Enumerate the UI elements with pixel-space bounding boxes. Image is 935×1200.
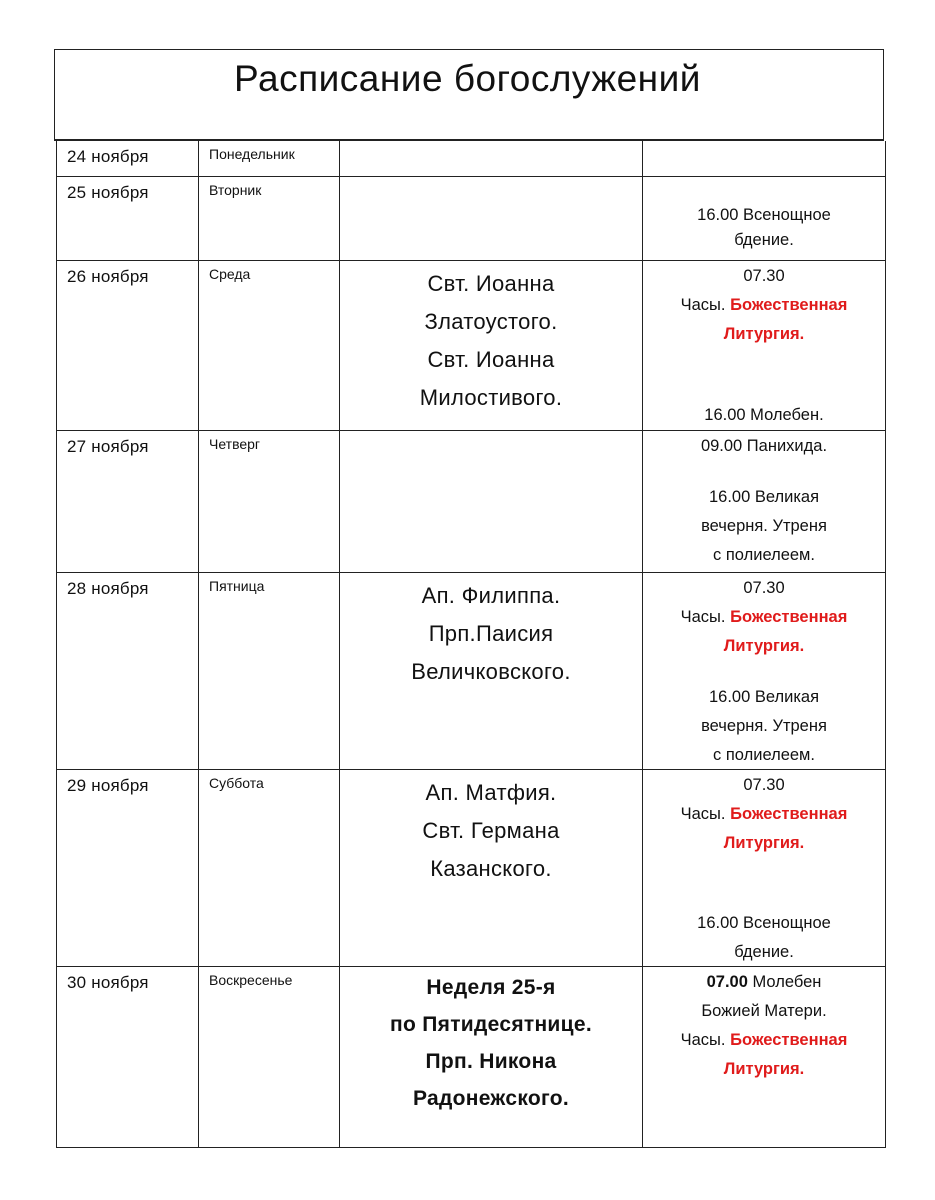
table-row — [57, 770, 885, 967]
saints-cell — [340, 770, 643, 966]
liturgy-label: Божественная — [730, 608, 848, 626]
service-line: 16.00 Всенощное — [697, 206, 831, 224]
service-line — [643, 291, 885, 320]
weekday-cell — [199, 431, 340, 572]
weekday: Суббота — [209, 775, 264, 791]
date-cell — [57, 431, 199, 572]
service-line: 16.00 Великая — [708, 688, 820, 706]
table-row — [57, 141, 885, 177]
saint-line: Величковского. — [411, 659, 571, 684]
saint-line: Прп. Никона — [425, 1050, 557, 1073]
saint-line: Неделя 25-я — [426, 976, 556, 999]
liturgy-label: Божественная — [730, 805, 848, 823]
date-cell — [57, 573, 199, 769]
saints-cell — [340, 967, 643, 1147]
saint-line: Прп.Паисия — [428, 621, 554, 646]
hours-label: Часы. — [680, 805, 726, 823]
date: 25 ноября — [67, 183, 149, 202]
table-row — [57, 573, 885, 770]
liturgy-label: Литургия. — [723, 834, 805, 852]
service-line — [643, 968, 885, 997]
liturgy-label: Божественная — [730, 296, 848, 314]
saints-cell — [340, 141, 643, 176]
page-title: Расписание богослужений — [234, 58, 701, 99]
date-cell — [57, 261, 199, 430]
hours-label: Часы. — [680, 1031, 726, 1049]
service-line — [643, 800, 885, 829]
hours-label: Часы. — [680, 296, 726, 314]
liturgy-label: Литургия. — [723, 1060, 805, 1078]
saint-line: Златоустого. — [424, 309, 558, 334]
schedule-table — [56, 141, 886, 1148]
service-line — [643, 1026, 885, 1055]
weekday: Среда — [209, 266, 251, 282]
saint-line: Казанского. — [430, 856, 552, 881]
table-row — [57, 261, 885, 431]
services-cell — [643, 261, 885, 430]
liturgy-label: Литургия. — [723, 325, 805, 343]
service-line: бдение. — [734, 231, 794, 249]
service-time: 07.30 — [743, 267, 785, 285]
services-cell — [643, 573, 885, 769]
weekday: Четверг — [209, 436, 261, 452]
saints-cell — [340, 431, 643, 572]
service-line: с полиелеем. — [713, 746, 815, 764]
date: 27 ноября — [67, 437, 149, 456]
services-cell — [643, 770, 885, 966]
services-cell — [643, 967, 885, 1147]
services-cell — [643, 431, 885, 572]
service-line: 09.00 Панихида. — [700, 437, 828, 455]
date: 30 ноября — [67, 973, 149, 992]
saints-cell — [340, 177, 643, 260]
service-line: Божией Матери. — [701, 1002, 827, 1020]
service-time: 07.30 — [743, 579, 785, 597]
services-cell — [643, 141, 885, 176]
moleben-label: Молебен — [752, 973, 822, 991]
saint-line: Ап. Матфия. — [425, 780, 557, 805]
service-line: вечерня. Утреня — [701, 717, 827, 735]
liturgy-label: Литургия. — [723, 637, 805, 655]
service-line — [643, 603, 885, 632]
saints-cell — [340, 261, 643, 430]
saint-line: Свт. Иоанна — [427, 271, 555, 296]
service-line: с полиелеем. — [713, 546, 815, 564]
weekday: Пятница — [209, 578, 265, 594]
weekday-cell — [199, 967, 340, 1147]
date: 28 ноября — [67, 579, 149, 598]
table-row — [57, 431, 885, 573]
saint-line: Радонежского. — [412, 1087, 570, 1110]
weekday-cell — [199, 177, 340, 260]
service-line: 16.00 Всенощное — [697, 914, 831, 932]
weekday: Вторник — [209, 182, 262, 198]
services-cell — [643, 177, 885, 260]
hours-label: Часы. — [680, 608, 726, 626]
weekday-cell — [199, 573, 340, 769]
date: 26 ноября — [67, 267, 149, 286]
weekday-cell — [199, 141, 340, 176]
saint-line: Ап. Филиппа. — [421, 583, 561, 608]
service-line: 16.00 Молебен. — [704, 406, 824, 424]
saint-line: по Пятидесятнице. — [390, 1013, 592, 1036]
date-cell — [57, 967, 199, 1147]
date: 29 ноября — [67, 776, 149, 795]
liturgy-label: Божественная — [730, 1031, 848, 1049]
date-cell — [57, 141, 199, 176]
date: 24 ноября — [67, 147, 149, 166]
weekday-cell — [199, 770, 340, 966]
service-line: 16.00 Великая — [708, 488, 820, 506]
saint-line: Свт. Иоанна — [427, 347, 555, 372]
table-row — [57, 177, 885, 261]
weekday: Воскресенье — [209, 972, 293, 988]
service-time: 07.00 — [706, 973, 748, 991]
service-time: 07.30 — [743, 776, 785, 794]
saints-cell — [340, 573, 643, 769]
weekday-cell — [199, 261, 340, 430]
service-line: бдение. — [734, 943, 794, 961]
service-line: вечерня. Утреня — [701, 517, 827, 535]
date-cell — [57, 770, 199, 966]
saint-line: Милостивого. — [419, 385, 563, 410]
saint-line: Свт. Германа — [422, 818, 560, 843]
table-row — [57, 967, 885, 1147]
date-cell — [57, 177, 199, 260]
weekday: Понедельник — [209, 146, 295, 162]
